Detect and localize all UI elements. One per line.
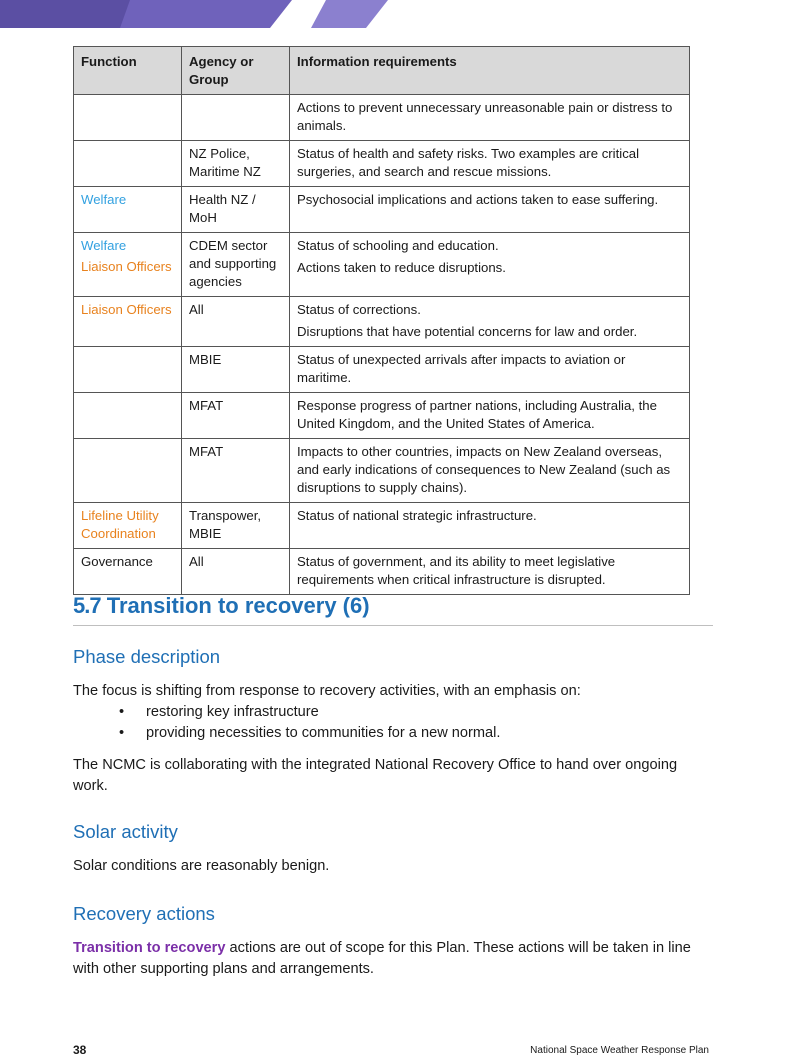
agency-cell: All <box>182 549 290 595</box>
table-row <box>74 187 690 233</box>
function-cell <box>74 347 182 393</box>
function-cell <box>74 187 182 233</box>
agency-cell: All <box>182 297 290 347</box>
information-table <box>73 46 690 595</box>
information-cell <box>290 549 690 595</box>
table-header-row <box>74 47 690 95</box>
information-cell <box>290 141 690 187</box>
phase-closing: The NCMC is collaborating with the integrated National Recovery Office to hand over ongoing work. <box>73 757 678 794</box>
information-cell <box>290 439 690 503</box>
table-row <box>74 393 690 439</box>
function-cell <box>74 95 182 141</box>
table-body <box>74 95 690 595</box>
transition-to-recovery-link[interactable]: Transition to recovery <box>73 940 226 956</box>
table-row <box>74 141 690 187</box>
function-cell <box>74 503 182 549</box>
function-cell <box>74 439 182 503</box>
solar-activity-text: Solar conditions are reasonably benign. <box>73 858 330 874</box>
information-text: Status of corrections. <box>297 302 421 317</box>
information-text: Status of government, and its ability to meet legislative requirements when critical infrastructure is disrupted. <box>297 554 616 587</box>
information-cell <box>290 95 690 141</box>
information-text: Impacts to other countries, impacts on New Zealand overseas, and early indications of consequences to New Zealand (such as disruptions to supply chains). <box>297 444 671 495</box>
information-cell <box>290 393 690 439</box>
section-title: Transition to recovery (6) <box>106 593 370 618</box>
function-label[interactable]: Lifeline Utility Coordination <box>81 508 159 541</box>
list-item: • restoring key infrastructure <box>119 702 500 723</box>
information-text: Status of unexpected arrivals after impacts to aviation or maritime. <box>297 352 626 385</box>
information-cell <box>290 297 690 347</box>
information-text: Response progress of partner nations, including Australia, the United Kingdom, and the United States of America. <box>297 398 657 431</box>
agency-cell: CDEM sector and supporting agencies <box>182 233 290 297</box>
function-cell <box>74 393 182 439</box>
agency-cell: NZ Police, Maritime NZ <box>182 141 290 187</box>
header-agency: Agency or Group <box>182 47 290 95</box>
header-information: Information requirements <box>290 47 690 95</box>
agency-cell: Transpower, MBIE <box>182 503 290 549</box>
recovery-actions-heading: Recovery actions <box>73 903 215 924</box>
section-heading <box>73 592 713 626</box>
agency-cell: MBIE <box>182 347 290 393</box>
information-text: Status of national strategic infrastructure. <box>297 508 537 523</box>
table-row <box>74 233 690 297</box>
table-row <box>74 549 690 595</box>
function-cell <box>74 549 182 595</box>
function-label[interactable]: Liaison Officers <box>81 259 172 274</box>
recovery-actions-text <box>73 938 713 980</box>
table-row <box>74 297 690 347</box>
table-row <box>74 347 690 393</box>
information-cell <box>290 503 690 549</box>
solar-activity-heading: Solar activity <box>73 821 178 842</box>
banner-shape-left-fade <box>0 0 130 28</box>
table-row <box>74 439 690 503</box>
phase-intro: The focus is shifting from response to recovery activities, with an emphasis on: <box>73 683 581 699</box>
function-label: Governance <box>81 554 153 569</box>
function-label[interactable]: Welfare <box>81 192 127 207</box>
phase-bullet-list <box>119 702 500 744</box>
banner-shape-right <box>311 0 388 28</box>
information-text: Actions to prevent unnecessary unreasonable pain or distress to animals. <box>297 100 673 133</box>
agency-cell: MFAT <box>182 393 290 439</box>
footer-document-title: National Space Weather Response Plan <box>530 1045 709 1056</box>
function-label[interactable]: Welfare <box>81 238 127 253</box>
agency-cell: MFAT <box>182 439 290 503</box>
information-text: Status of health and safety risks. Two examples are critical surgeries, and search and rescue missions. <box>297 146 640 179</box>
information-text: Disruptions that have potential concerns for law and order. <box>297 324 638 339</box>
recovery-actions-body: actions are out of scope for this Plan. These actions will be taken in line with other supporting plans and arrangements. <box>73 940 691 977</box>
function-cell <box>74 141 182 187</box>
header-banner <box>0 0 806 28</box>
list-item: • providing necessities to communities for a new normal. <box>119 723 500 744</box>
header-function: Function <box>74 47 182 95</box>
information-text: Psychosocial implications and actions taken to ease suffering. <box>297 192 659 207</box>
information-cell <box>290 187 690 233</box>
information-text: Status of schooling and education. <box>297 238 499 253</box>
table-row <box>74 95 690 141</box>
information-cell <box>290 347 690 393</box>
phase-description-heading: Phase description <box>73 646 221 667</box>
page-number: 38 <box>73 1043 87 1057</box>
section-number: 5.7 <box>73 593 101 618</box>
agency-cell <box>182 95 290 141</box>
function-cell <box>74 233 182 297</box>
function-cell <box>74 297 182 347</box>
information-cell <box>290 233 690 297</box>
information-text: Actions taken to reduce disruptions. <box>297 260 506 275</box>
table-row <box>74 503 690 549</box>
function-label[interactable]: Liaison Officers <box>81 302 172 317</box>
agency-cell: Health NZ / MoH <box>182 187 290 233</box>
